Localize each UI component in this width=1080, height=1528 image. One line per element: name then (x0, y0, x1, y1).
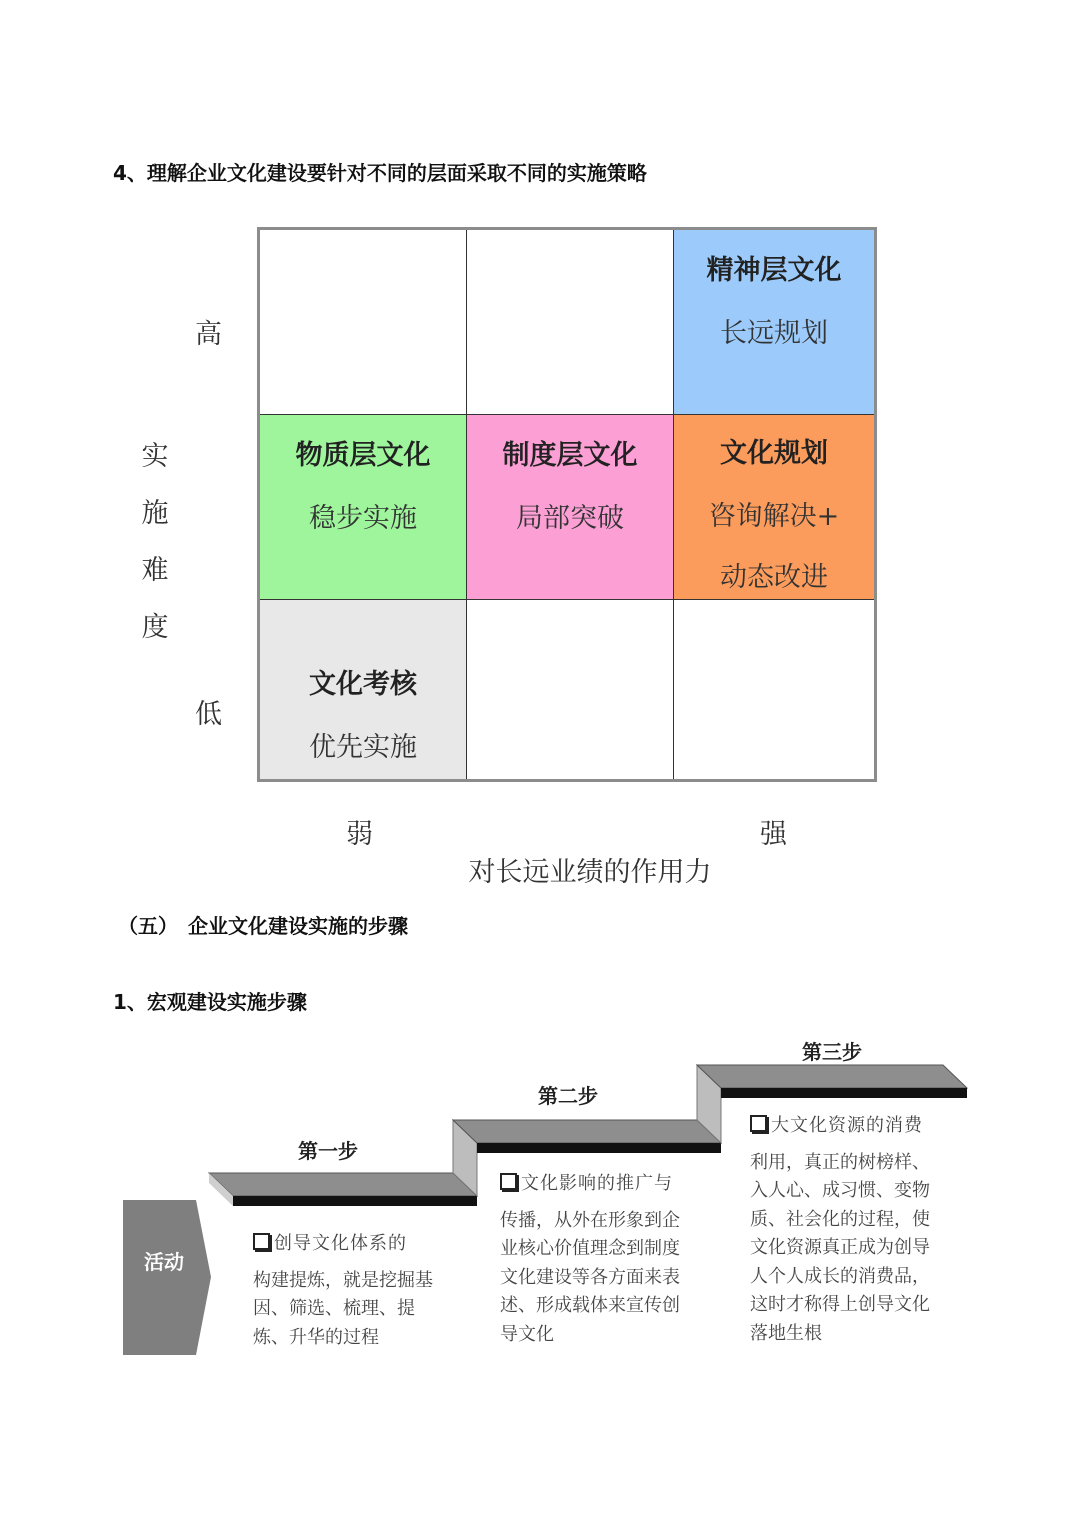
cell-title: 精神层文化 (706, 255, 842, 286)
checkbox-bullet-icon (500, 1173, 517, 1190)
step3-lead: 大文化资源的消费 (771, 1115, 923, 1136)
cell-subtitle: 优先实施 (309, 732, 417, 763)
activity-label: 活动 (144, 1250, 184, 1274)
y-axis-char: 施 (141, 498, 169, 529)
y-axis-high-label: 高 (195, 319, 222, 350)
cell-subtitle: 长远规划 (720, 318, 828, 349)
x-axis-strong-label: 强 (760, 819, 787, 850)
section-heading-steps: （五） 企业文化建设实施的步骤 (118, 914, 408, 938)
x-axis-weak-label: 弱 (346, 819, 373, 850)
step1-description (253, 1230, 433, 1352)
y-axis-char: 度 (141, 612, 169, 643)
cell-subtitle: 咨询解决+ (708, 501, 840, 532)
y-axis-low-label: 低 (195, 699, 222, 730)
cell-subtitle: 局部突破 (516, 503, 624, 534)
y-axis-char: 实 (141, 441, 169, 472)
cell-subtitle: 稳步实施 (309, 503, 417, 534)
step1-body: 构建提炼，就是挖掘基因、筛选、梳理、提炼、升华的过程 (253, 1269, 433, 1348)
step1-lead: 创导文化体系的 (274, 1233, 407, 1254)
checkbox-bullet-icon (253, 1233, 270, 1250)
section-heading-strategy: 4、理解企业文化建设要针对不同的层面采取不同的实施策略 (113, 161, 647, 185)
section-heading-macro: 1、宏观建设实施步骤 (113, 990, 307, 1014)
step3-body: 利用，真正的树榜样、入人心、成习惯、变物质、社会化的过程，使文化资源真正成为创导人个人成长的消费品，这时才称得上创导文化落地生根 (750, 1151, 930, 1344)
cell-title: 制度层文化 (502, 440, 638, 471)
checkbox-bullet-icon (750, 1115, 767, 1132)
activity-arrow-shape (123, 1200, 211, 1355)
step3-title: 第三步 (802, 1040, 862, 1064)
step2-description (500, 1170, 688, 1349)
y-axis-char: 难 (141, 555, 169, 586)
step2-title: 第二步 (538, 1084, 598, 1108)
step2-lead: 文化影响的推广与 (521, 1173, 673, 1194)
cell-title: 文化规划 (720, 438, 828, 469)
x-axis-title: 对长远业绩的作用力 (468, 857, 712, 888)
step3-description (750, 1112, 938, 1348)
cell-subtitle-2: 动态改进 (720, 562, 828, 593)
cell-title: 文化考核 (309, 669, 417, 700)
step2-body: 传播，从外在形象到企业核心价值理念到制度文化建设等各方面来表述、形成载体来宣传创导文化 (500, 1209, 680, 1345)
cell-title: 物质层文化 (295, 440, 431, 471)
step1-title: 第一步 (298, 1139, 358, 1163)
